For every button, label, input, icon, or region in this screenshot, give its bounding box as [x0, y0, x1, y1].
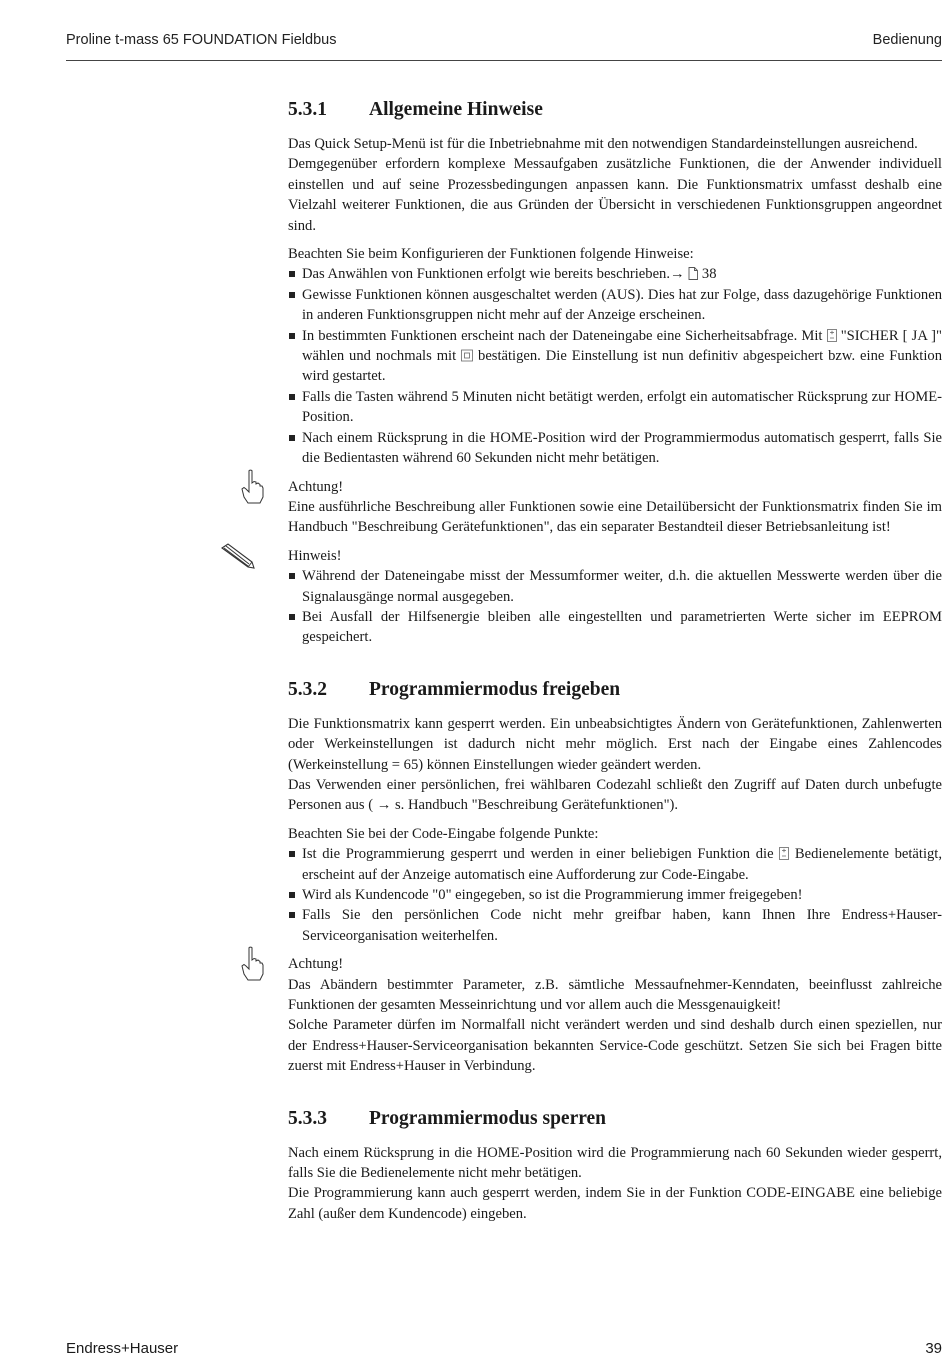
list-item-text: Bedienelemente betätigt, erscheint auf der Anzeige automatisch eine Aufforderung zur Code-Eingabe. — [302, 846, 942, 883]
footer-company: Endress+Hauser — [66, 1340, 179, 1357]
main-content — [288, 97, 942, 1224]
pointing-hand-icon — [238, 946, 266, 982]
list-item — [288, 844, 942, 885]
section-heading-5-3-2 — [288, 677, 942, 703]
page-number: 39 — [925, 1340, 942, 1357]
page-reference-icon — [688, 267, 698, 280]
list-item-text: "SICHER [ JA ]" wählen und nochmals mit — [302, 327, 943, 365]
section-title: Allgemeine Hinweise — [369, 99, 543, 120]
list-item-text: bestätigen. Die Einstellung ist nun definitiv abgespeichert bzw. eine Funktion wird gestartet. — [302, 348, 942, 385]
hint-list — [288, 264, 942, 468]
note-title: Hinweis! — [288, 547, 342, 564]
section-heading-5-3-3 — [288, 1106, 942, 1132]
header-title: Proline t-mass 65 FOUNDATION Fieldbus — [66, 32, 337, 48]
list-item-text: In bestimmten Funktionen erscheint nach der Dateneingabe eine Sicherheitsabfrage. Mit — [302, 327, 823, 344]
paragraph: Das Verwenden einer persönlichen, frei wählbaren Codezahl schließt den Zugriff auf Daten durch unbefugte Personen aus ( → s. Handbuch "Beschreibung Gerätefunktionen"). — [288, 776, 942, 814]
warning-text: Eine ausführliche Beschreibung aller Funktionen sowie eine Detailübersicht der Funktionsmatrix finden Sie im Handbuch "Beschreibung Gerätefunktionen", das ein separater Bestandteil dieser Betriebsanleitung ist! — [288, 498, 942, 536]
code-list — [288, 844, 942, 946]
header-rule — [66, 60, 942, 61]
list-item-text: Das Anwählen von Funktionen erfolgt wie bereits beschrieben. — [302, 266, 670, 283]
list-intro: Beachten Sie bei der Code-Eingabe folgende Punkte: — [288, 825, 599, 842]
list-item — [288, 264, 942, 284]
note-list — [288, 566, 942, 648]
list-item: Falls die Tasten während 5 Minuten nicht betätigt werden, erfolgt ein automatischer Rücksprung zur HOME-Position. — [288, 387, 942, 428]
paragraph: Das Quick Setup-Menü ist für die Inbetriebnahme mit den notwendigen Standardeinstellungen ausreichend. — [288, 136, 918, 152]
list-item-text: Ist die Programmierung gesperrt und werden in einer beliebigen Funktion die — [302, 846, 774, 863]
paragraph: Die Funktionsmatrix kann gesperrt werden. Ein unbeabsichtigtes Ändern von Gerätefunktionen, Zahlenwerten oder Werkeinstellungen ist dadurch nicht mehr möglich. Erst nach der Eingabe eines Zahlencodes (Werkeinstellung = 65) können Einstellungen wieder geändert werden. — [288, 715, 942, 773]
warning-title: Achtung! — [288, 478, 344, 495]
list-item: Nach einem Rücksprung in die HOME-Position wird der Programmiermodus automatisch gesperrt, falls Sie die Bedientasten während 60 Sekunden nicht mehr betätigen. — [288, 428, 942, 469]
section-number: 5.3.3 — [288, 1107, 327, 1129]
list-item: Bei Ausfall der Hilfsenergie bleiben alle eingestellten und parametrierten Werte sicher im EEPROM gespeichert. — [288, 607, 942, 648]
paragraph: Die Programmierung kann auch gesperrt werden, indem Sie in der Funktion CODE-EINGABE eine beliebige Zahl (außer dem Kundencode) eingeben. — [288, 1185, 942, 1222]
section-number: 5.3.1 — [288, 99, 327, 120]
list-item: Gewisse Funktionen können ausgeschaltet werden (AUS). Dies hat zur Folge, dass dazugehörige Funktionen in anderen Funktionsgruppen nicht mehr auf der Anzeige erscheinen. — [288, 285, 942, 326]
warning-title: Achtung! — [288, 956, 344, 973]
warning-block — [288, 477, 942, 538]
arrow-glyph: → — [670, 266, 685, 283]
list-item: Wird als Kundencode "0" eingegeben, so ist die Programmierung immer freigegeben! — [288, 885, 942, 905]
paragraph: Demgegenüber erfordern komplexe Messaufgaben zusätzliche Funktionen, die der Anwender individuell einstellen und auf seine Prozessbedingungen anpassen kann. Die Funktionsmatrix umfasst deshalb eine Vielzahl weiterer Funktionen, die aus Gründen der Übersicht in verschiedenen Funktionsgruppen angeordnet sind. — [288, 156, 942, 234]
page-reference: 38 — [701, 266, 717, 283]
warning-block — [288, 954, 942, 1076]
note-block — [288, 546, 942, 648]
plus-minus-keys-icon — [827, 329, 837, 342]
warning-text: Solche Parameter dürfen im Normalfall nicht verändert werden und sind deshalb durch einen speziellen, nur der Endress+Hauser-Serviceorganisation bekannten Service-Code geschützt. Setzen Sie sich bei Fragen bitte zuerst mit Endress+Hauser in Verbindung. — [288, 1017, 942, 1075]
enter-key-icon — [461, 349, 473, 362]
list-item: Falls Sie den persönlichen Code nicht mehr greifbar haben, kann Ihnen Ihre Endress+Hauser-Serviceorganisation weiterhelfen. — [288, 905, 942, 946]
list-item: Während der Dateneingabe misst der Messumformer weiter, d.h. die aktuellen Messwerte werden über die Signalausgänge normal ausgegeben. — [288, 566, 942, 607]
pencil-icon — [218, 542, 258, 572]
section-title: Programmiermodus freigeben — [369, 678, 621, 700]
header-chapter: Bedienung — [872, 32, 942, 48]
warning-text: Das Abändern bestimmter Parameter, z.B. sämtliche Messaufnehmer-Kenndaten, beeinflusst zahlreiche Funktionen der gesamten Messeinrichtung und vor allem auch die Messgenauigkeit! — [288, 976, 942, 1014]
section-title: Programmiermodus sperren — [369, 1107, 607, 1129]
paragraph: Nach einem Rücksprung in die HOME-Position wird die Programmierung nach 60 Sekunden wieder gesperrt, falls Sie die Bedienelemente nicht mehr betätigen. — [288, 1144, 942, 1182]
list-intro: Beachten Sie beim Konfigurieren der Funktionen folgende Hinweise: — [288, 246, 694, 263]
plus-minus-keys-icon — [779, 847, 789, 860]
pointing-hand-icon — [238, 469, 266, 505]
section-number: 5.3.2 — [288, 678, 327, 700]
list-item — [288, 326, 942, 387]
section-heading-5-3-1 — [288, 97, 942, 123]
